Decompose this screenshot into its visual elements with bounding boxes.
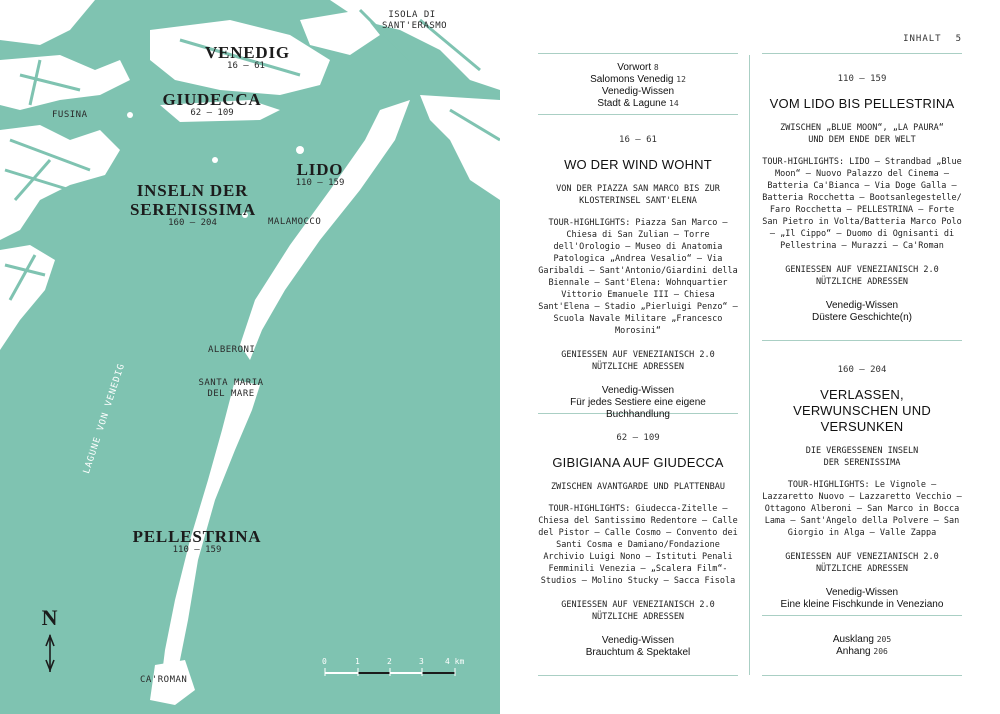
area-inseln-pages: 160 – 204 [168,218,217,228]
section-wissen: Venedig-Wissen [601,385,675,396]
section-wissen: Venedig-Wissen [825,587,899,598]
place-lagune-von-venedig: LAGUNE VON VENEDIG [82,362,128,476]
area-inseln-name: INSELN DER SERENISSIMA [130,181,256,219]
section-pages: 62 – 109 [616,433,660,443]
toc-entry[interactable]: Stadt & Lagune 14 [597,98,679,109]
area-venedig-name: VENEDIG [205,43,290,62]
section-subtitle: ZWISCHEN AVANTGARDE UND PLATTENBAU [551,482,725,492]
toc-entry[interactable]: Salomons Venedig 12 [590,74,686,85]
place-isola-sant-erasmo: ISOLA DI SANT'ERASMO [382,10,448,31]
section-wissen: Venedig-Wissen [825,300,899,311]
section-highlights: TOUR-HIGHLIGHTS: LIDO – Strandbad „Blue Moon“ – Nuovo Palazzo del Cinema – Batteria Ca'Bianca – Via Doge Galla – Batteria Rocchetta – Bootsanlegestelle/ Faro Rocchetta – PELLESTRINA – Forte San Pietro in Volta/Batteria Marco Polo – „Il Cippo“ – Duomo di Ognisanti di Pellestrina – Murazzi – Ca'Roman [762,157,962,251]
section-title[interactable]: VERLASSEN, VERWUNSCHEN UND VERSUNKEN [793,387,931,434]
section-pages: 110 – 159 [837,74,887,84]
rule [538,675,738,676]
compass-north-label: N [41,605,59,630]
toc-section-verlassen [762,364,962,611]
area-lido-pages: 110 – 159 [295,178,345,188]
rule [762,615,962,616]
scale-label-1: 1 [355,657,360,666]
scale-label-0: 0 [322,657,327,666]
section-subtitle: VON DER PIAZZA SAN MARCO BIS ZUR KLOSTERINSEL SANT'ELENA [556,184,720,206]
place-ca-roman: CA'ROMAN [140,675,188,685]
section-extra: NÜTZLICHE ADRESSEN [591,612,685,622]
scale-bar [325,668,455,676]
toc-section-lido [762,73,962,324]
running-header [889,34,962,44]
section-extra: NÜTZLICHE ADRESSEN [591,362,685,372]
toc-section-wo-der-wind [538,134,738,421]
section-highlights: TOUR-HIGHLIGHTS: Piazza San Marco – Chiesa di San Zulian – Torre dell'Orologio – Museo di Anatomia Patologica „Andrea Vesalio“ – Via Garibaldi – Sant'Antonio/Giardini della Biennale – Sant'Elena: Wohnquartier Vittorio Emanuele III – Chiesa Sant'Elena – Stadio „Pierluigi Penzo“ – Scuola Navale Militare „Francesco Morosini“ [538,218,738,336]
section-pages: 16 – 61 [619,135,657,145]
toc-entry[interactable]: Venedig-Wissen [601,86,675,97]
page-number: 5 [955,34,962,44]
rule [762,675,962,676]
section-extra: NÜTZLICHE ADRESSEN [815,564,909,574]
area-pellestrina-pages: 110 – 159 [172,545,222,555]
area-pellestrina-name: PELLESTRINA [132,527,262,546]
area-venedig-pages: 16 – 61 [227,61,265,71]
section-pages: 160 – 204 [837,365,887,375]
column-divider [749,55,750,675]
compass-arrow [46,635,54,672]
area-giudecca-name: GIUDECCA [162,90,262,109]
section-highlights: TOUR-HIGHLIGHTS: Le Vignole – Lazzaretto Nuovo – Lazzaretto Vecchio – Ottagono Alberoni – San Marco in Bocca Lama – Sant'Angelo della Polvere – San Giorgio in Alga – Valle Zappa [762,480,962,538]
section-title[interactable]: GIBIGIANA AUF GIUDECCA [552,455,724,470]
toc-intro [538,62,738,110]
toc-entry[interactable]: Vorwort 8 [617,62,659,73]
toc-entry[interactable]: Ausklang 205 [832,634,892,645]
scale-label-3: 3 [419,657,424,666]
place-santa-maria-del-mare: SANTA MARIA DEL MARE [198,378,264,399]
area-giudecca-pages: 62 – 109 [190,108,234,118]
section-extra: GENIESSEN AUF VENEZIANISCH 2.0 [785,552,939,562]
section-wissen-title[interactable]: Brauchtum & Spektakel [585,647,691,658]
section-subtitle: DIE VERGESSENEN INSELN DER SERENISSIMA [805,446,919,468]
toc-section-gibigiana [538,432,738,659]
section-wissen-title[interactable]: Für jedes Sestiere eine eigene Buchhandlung [570,397,706,420]
section-extra: NÜTZLICHE ADRESSEN [815,277,909,287]
scale-label-2: 2 [387,657,392,666]
scale-label-4: 4 km [445,657,465,666]
header-label: INHALT [903,34,942,44]
place-malamocco: MALAMOCCO [268,217,322,227]
section-wissen-title[interactable]: Düstere Geschichte(n) [811,312,913,323]
place-fusina: FUSINA [52,110,88,120]
toc-entry[interactable]: Anhang 206 [836,646,888,657]
section-highlights: TOUR-HIGHLIGHTS: Giudecca-Zitelle – Chiesa del Santissimo Redentore – Calle del Pistor – Calle Cosmo – Convento dei Santi Cosma e Damiano/Fondazione Archivio Luigi Nono – Istituti Penali Femminili Venezia – „Scalera Film“-Studios – Molino Stucky – Sacca Fisola [538,504,738,586]
section-extra: GENIESSEN AUF VENEZIANISCH 2.0 [561,350,715,360]
toc-outro [762,634,962,658]
section-extra: GENIESSEN AUF VENEZIANISCH 2.0 [561,600,715,610]
section-subtitle: ZWISCHEN „BLUE MOON“, „LA PAURA“ UND DEM ENDE DER WELT [780,123,944,145]
rule [538,114,738,115]
place-alberoni: ALBERONI [208,345,256,355]
section-extra: GENIESSEN AUF VENEZIANISCH 2.0 [785,265,939,275]
section-wissen: Venedig-Wissen [601,635,675,646]
rule [762,340,962,341]
section-title[interactable]: VOM LIDO BIS PELLESTRINA [769,96,955,111]
rule [762,53,962,54]
rule [538,53,738,54]
area-lido-name: LIDO [296,160,344,179]
section-wissen-title[interactable]: Eine kleine Fischkunde in Veneziano [780,599,944,610]
section-title[interactable]: WO DER WIND WOHNT [564,157,712,172]
